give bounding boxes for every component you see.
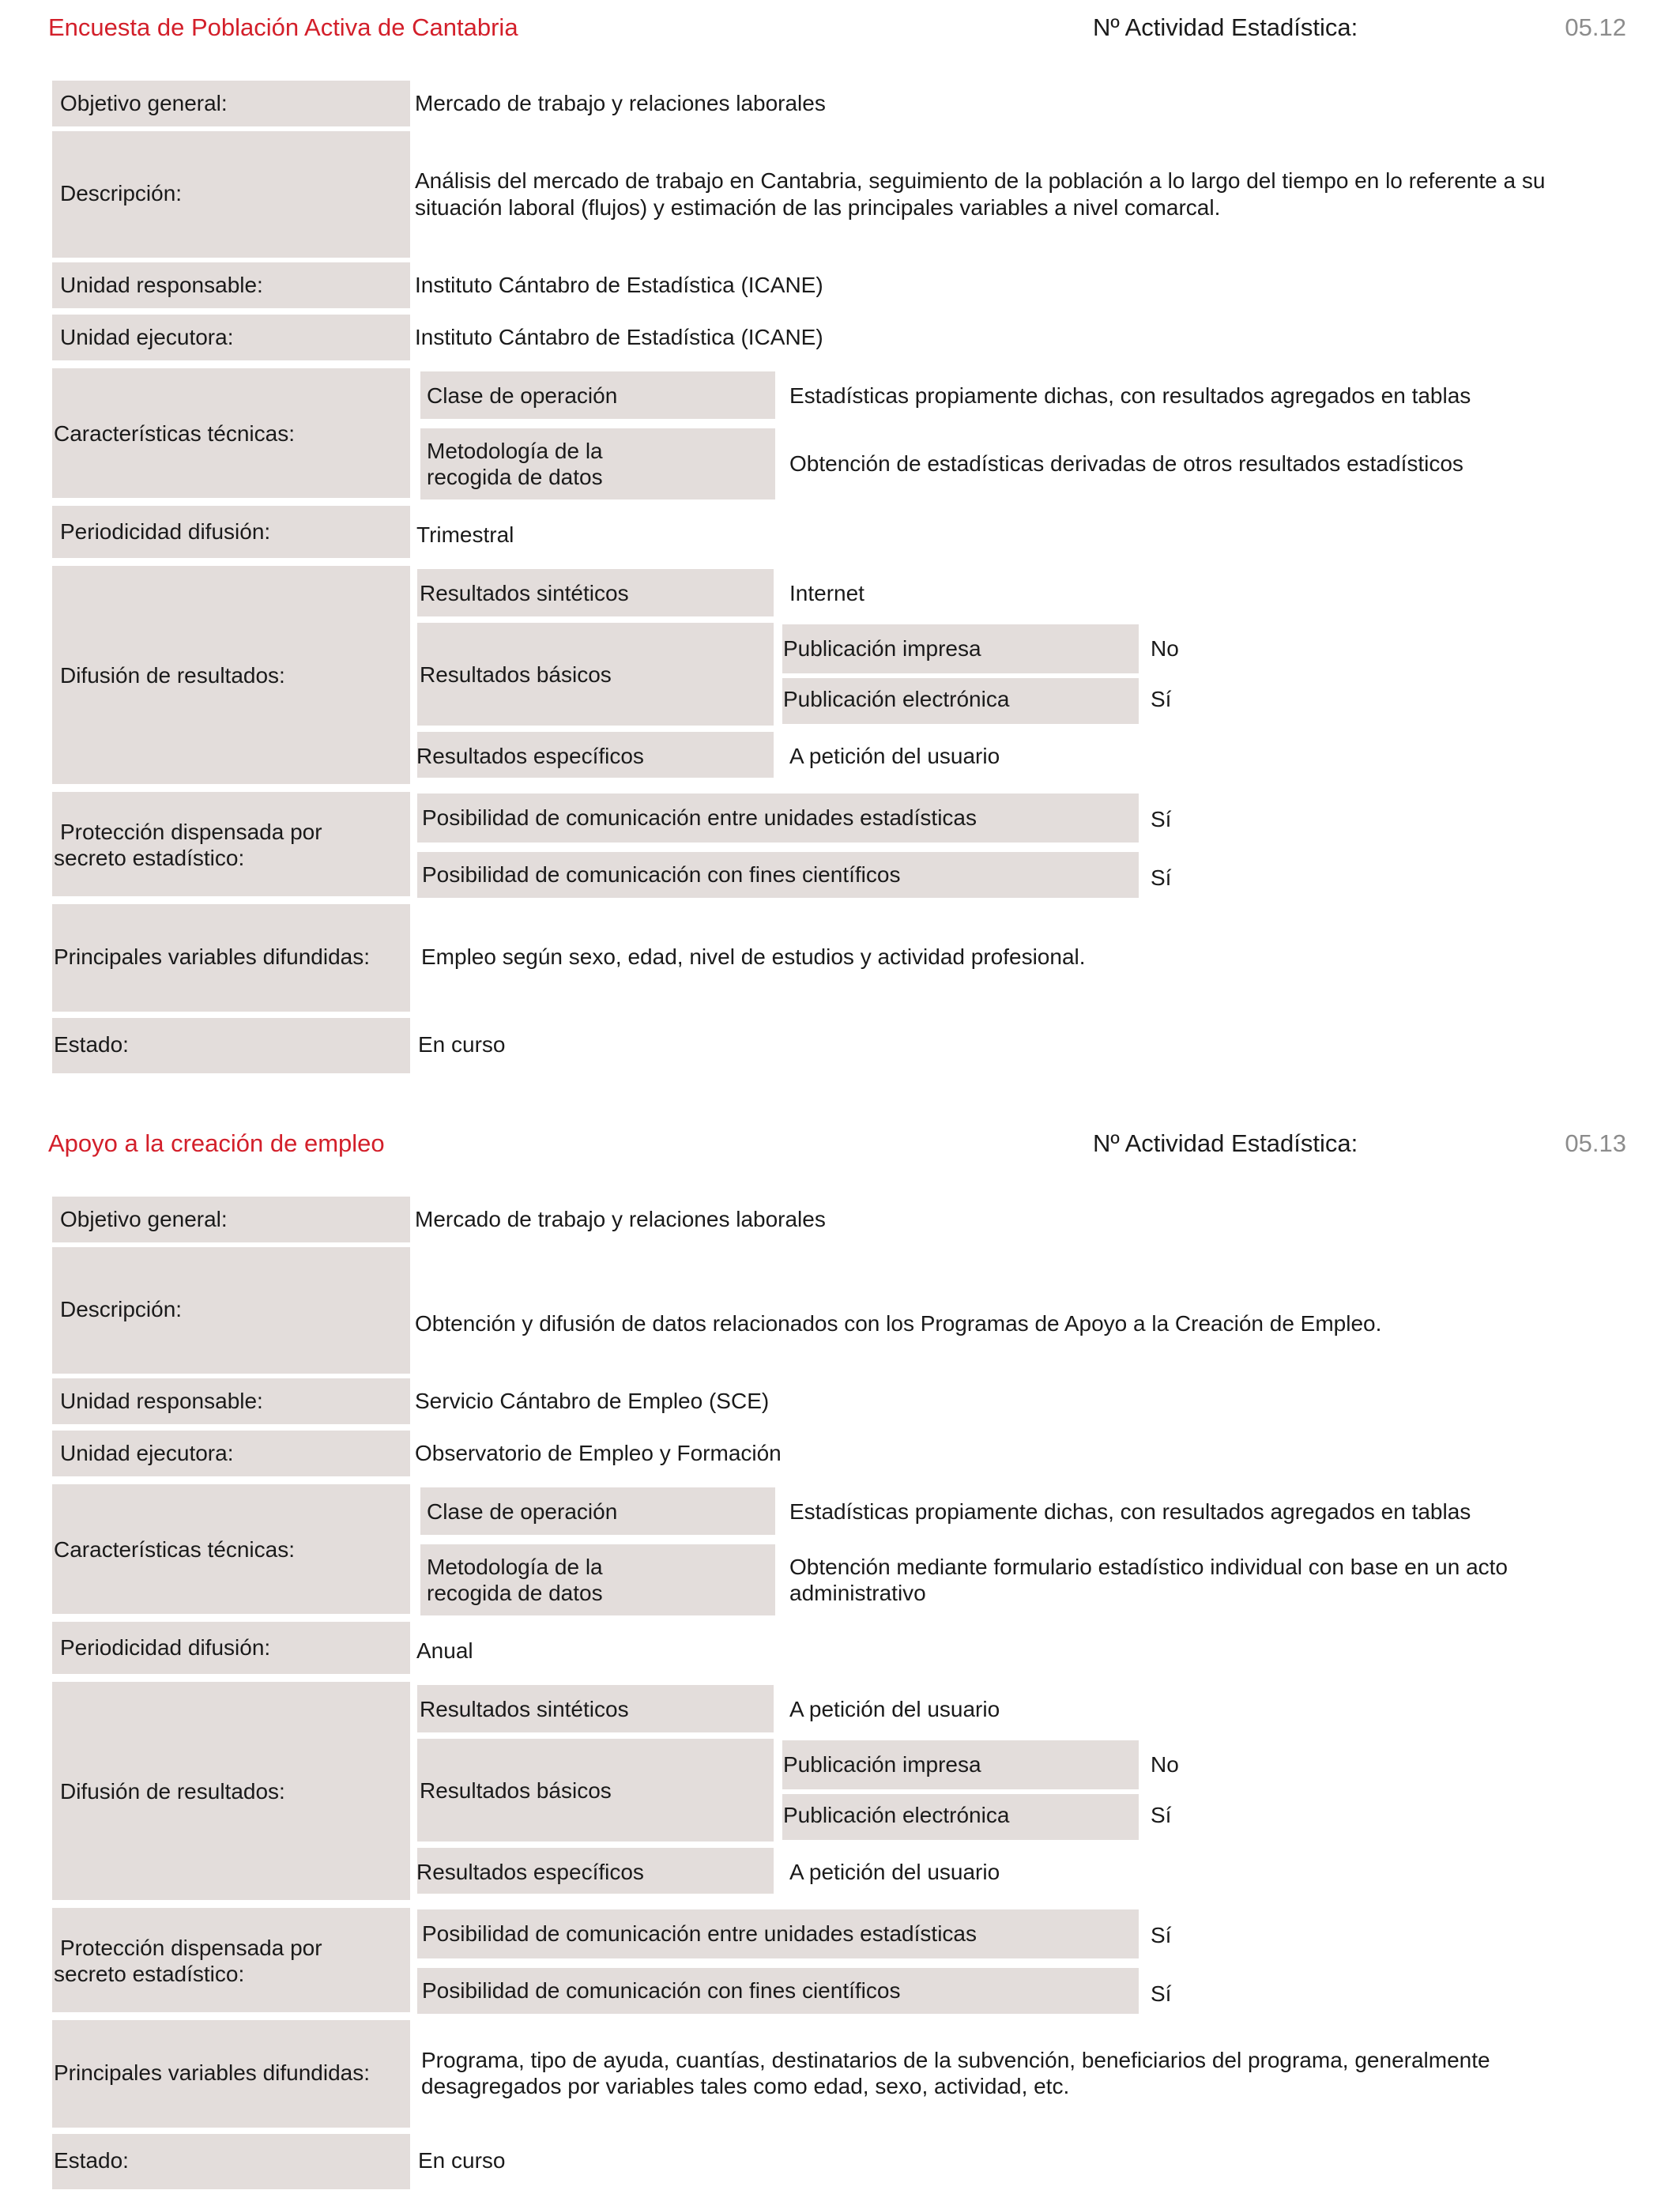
proteccion-label-2: secreto estadístico: [54,846,245,870]
ejecutora-label: Unidad ejecutora: [60,1441,234,1465]
descripcion-line-2: situación laboral (flujos) y estimación de las principales variables a nivel comarcal. [415,195,1221,220]
com-unidades-label: Posibilidad de comunicación entre unidades estadísticas [422,1921,977,1946]
estado-value: En curso [418,2148,506,2173]
metodologia-label-2: recogida de datos [427,465,603,489]
variables-line-2: desagregados por variables tales como edad, sexo, actividad, etc. [421,2074,1070,2098]
sinteticos-value: A petición del usuario [789,1697,1000,1721]
especificos-label: Resultados específicos [416,744,644,768]
variables-label: Principales variables difundidas: [54,2060,370,2085]
com-fines-label: Posibilidad de comunicación con fines científicos [422,862,901,887]
variables-line-1: Programa, tipo de ayuda, cuantías, destinatarios de la subvención, beneficiarios del programa, generalmente [421,2048,1490,2072]
periodicidad-value: Trimestral [416,522,514,547]
periodicidad-label: Periodicidad difusión: [60,519,271,544]
activity-section [0,1116,1680,2194]
activity-title: Encuesta de Población Activa de Cantabria [48,13,518,41]
com-unidades-value: Sí [1151,1923,1172,1947]
com-unidades-value: Sí [1151,807,1172,831]
activity-number: 05.12 [1565,13,1626,41]
basicos-label: Resultados básicos [420,662,612,687]
proteccion-label-2: secreto estadístico: [54,1962,245,1986]
descripcion-line-1: Obtención y difusión de datos relacionados con los Programas de Apoyo a la Creación de Empleo. [415,1311,1382,1336]
clase-label: Clase de operación [427,1499,618,1524]
sinteticos-label: Resultados sintéticos [420,581,629,605]
metodologia-value-2: administrativo [789,1581,926,1605]
objetivo-label: Objetivo general: [60,1207,228,1231]
caracteristicas-label: Características técnicas: [54,421,295,446]
objetivo-value: Mercado de trabajo y relaciones laborales [415,91,826,115]
metodologia-label-1: Metodología de la [427,439,603,463]
impresa-label: Publicación impresa [783,636,981,661]
difusion-label: Difusión de resultados: [60,663,285,688]
clase-value: Estadísticas propiamente dichas, con resultados agregados en tablas [789,1499,1471,1524]
electronica-value: Sí [1151,687,1172,711]
com-fines-value: Sí [1151,1981,1172,2006]
estado-label: Estado: [54,1032,129,1057]
descripcion-label: Descripción: [60,1297,183,1321]
electronica-value: Sí [1151,1803,1172,1827]
difusion-label: Difusión de resultados: [60,1779,285,1804]
periodicidad-label: Periodicidad difusión: [60,1635,271,1660]
impresa-label: Publicación impresa [783,1752,981,1777]
impresa-value: No [1151,636,1179,661]
metodologia-label-1: Metodología de la [427,1555,603,1579]
clase-label: Clase de operación [427,383,618,408]
descripcion-line-1: Análisis del mercado de trabajo en Cantabria, seguimiento de la población a lo largo del tiempo en lo referente a su [415,168,1546,193]
electronica-label: Publicación electrónica [783,1803,1010,1827]
caracteristicas-label: Características técnicas: [54,1537,295,1562]
variables-label: Principales variables difundidas: [54,944,370,969]
metodologia-value-1: Obtención de estadísticas derivadas de otros resultados estadísticos [789,451,1463,476]
electronica-label: Publicación electrónica [783,687,1010,711]
metodologia-label-2: recogida de datos [427,1581,603,1605]
activity-title: Apoyo a la creación de empleo [48,1129,385,1157]
clase-value: Estadísticas propiamente dichas, con resultados agregados en tablas [789,383,1471,408]
activity-number-label: Nº Actividad Estadística: [1093,1129,1358,1157]
sinteticos-value: Internet [789,581,864,605]
ejecutora-value: Instituto Cántabro de Estadística (ICANE) [415,325,823,349]
periodicidad-value: Anual [416,1638,473,1663]
responsable-value: Servicio Cántabro de Empleo (SCE) [415,1389,770,1413]
proteccion-label-1: Protección dispensada por [60,820,322,844]
descripcion-label: Descripción: [60,181,183,205]
objetivo-label: Objetivo general: [60,91,228,115]
ejecutora-value: Observatorio de Empleo y Formación [415,1441,782,1465]
especificos-label: Resultados específicos [416,1860,644,1884]
activity-number-label: Nº Actividad Estadística: [1093,13,1358,41]
objetivo-value: Mercado de trabajo y relaciones laborales [415,1207,826,1231]
variables-line-1: Empleo según sexo, edad, nivel de estudios y actividad profesional. [421,944,1086,969]
responsable-label: Unidad responsable: [60,1389,263,1413]
activity-number: 05.13 [1565,1129,1626,1157]
proteccion-label-1: Protección dispensada por [60,1936,322,1960]
especificos-value: A petición del usuario [789,744,1000,768]
ejecutora-label: Unidad ejecutora: [60,325,234,349]
com-fines-label: Posibilidad de comunicación con fines científicos [422,1978,901,2003]
responsable-label: Unidad responsable: [60,273,263,297]
estado-value: En curso [418,1032,506,1057]
basicos-label: Resultados básicos [420,1778,612,1803]
responsable-value: Instituto Cántabro de Estadística (ICANE) [415,273,823,297]
estado-label: Estado: [54,2148,129,2173]
sinteticos-label: Resultados sintéticos [420,1697,629,1721]
impresa-value: No [1151,1752,1179,1777]
com-fines-value: Sí [1151,865,1172,890]
metodologia-value-1: Obtención mediante formulario estadístico individual con base en un acto [789,1555,1508,1579]
especificos-value: A petición del usuario [789,1860,1000,1884]
com-unidades-label: Posibilidad de comunicación entre unidades estadísticas [422,805,977,830]
